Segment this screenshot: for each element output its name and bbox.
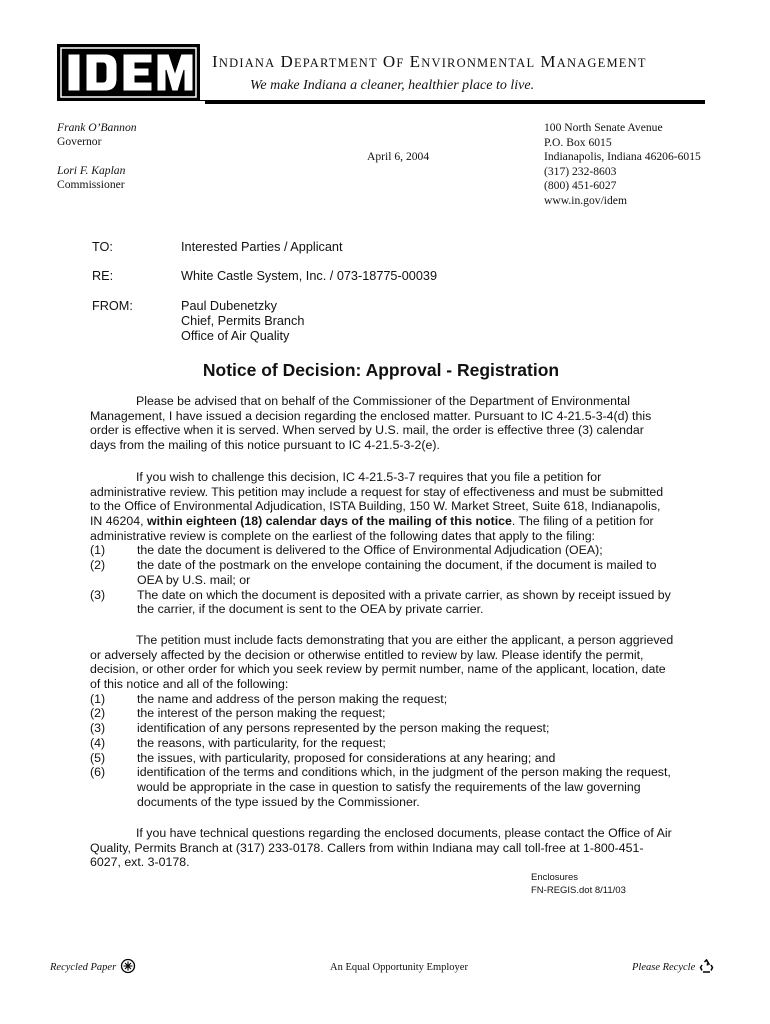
list-item-text: identification of any persons represented by the person making the request; bbox=[137, 721, 550, 736]
list-item-number: (1) bbox=[90, 691, 106, 706]
memo-from-name: Paul Dubenetzky bbox=[181, 299, 277, 313]
memo-from-office: Office of Air Quality bbox=[181, 329, 290, 343]
paragraph-petition bbox=[90, 633, 686, 809]
list-item-text: would be appropriate in the case in question to satisfy the requirements of the law governing bbox=[137, 779, 641, 794]
list-item-text: The date on which the document is deposited with a private carrier, as shown by receipt issued by bbox=[137, 587, 671, 602]
list-item-text: the interest of the person making the request; bbox=[137, 706, 386, 721]
paragraph-line: If you have technical questions regarding the enclosed documents, please contact the Office of Air bbox=[136, 826, 672, 840]
memo-re-value: White Castle System, Inc. / 073-18775-00039 bbox=[181, 269, 437, 283]
enclosures-block bbox=[531, 871, 626, 897]
commissioner-name: Lori F. Kaplan bbox=[57, 164, 126, 177]
paragraph-contact bbox=[90, 826, 686, 870]
paragraph-line: days from the mailing of this notice pursuant to IC 4-21.5-3-2(e). bbox=[90, 438, 440, 453]
list-item bbox=[90, 706, 686, 721]
list-item-number: (3) bbox=[90, 587, 106, 602]
commissioner-title: Commissioner bbox=[57, 178, 125, 191]
list-item-number: (4) bbox=[90, 735, 106, 750]
memo-re-label: RE: bbox=[92, 269, 114, 283]
list-item-number: (5) bbox=[90, 750, 106, 765]
notice-title-text: Notice of Decision: Approval - Registration bbox=[202, 360, 560, 380]
list-item bbox=[90, 558, 686, 573]
list-item bbox=[90, 543, 686, 558]
memo-to-label: TO: bbox=[92, 240, 113, 254]
notice-title bbox=[0, 360, 770, 381]
list-item-text: the date the document is delivered to the Office of Environmental Adjudication (OEA); bbox=[137, 543, 603, 558]
list-item-continued bbox=[90, 780, 686, 795]
list-item-number: (1) bbox=[90, 543, 106, 558]
letter-date: April 6, 2004 bbox=[367, 150, 430, 163]
list-item-continued bbox=[90, 573, 686, 588]
list-item-number: (2) bbox=[90, 706, 106, 721]
letterhead-rule-thick bbox=[205, 100, 705, 104]
list-item bbox=[90, 721, 686, 736]
deadline-emphasis: within eighteen (18) calendar days of the mailing of this notice bbox=[146, 514, 512, 529]
list-item-continued bbox=[90, 602, 686, 617]
paragraph-effective-date bbox=[90, 394, 686, 453]
paragraph-line: order is effective when it is served. When served by U.S. mail, the order is effective three (3) calendar bbox=[90, 423, 644, 438]
list-item-text: the carrier, if the document is sent to the OEA by private carrier. bbox=[137, 602, 484, 617]
paragraph-line-deadline bbox=[90, 514, 686, 529]
memo-to-value: Interested Parties / Applicant bbox=[181, 240, 343, 254]
list-item bbox=[90, 692, 686, 707]
memo-from-label: FROM: bbox=[92, 299, 133, 313]
deadline-post: . The filing of a petition for bbox=[511, 514, 654, 529]
deadline-pre: IN 46204, bbox=[90, 514, 147, 529]
paragraph-line: Quality, Permits Branch at (317) 233-0178. Callers from within Indiana may call toll-free at 1-800-451- bbox=[90, 840, 644, 855]
footer-recycled-paper: Recycled Paper bbox=[50, 962, 117, 973]
paragraph-line: to the Office of Environmental Adjudication, ISTA Building, 150 W. Market Street, Suite 618, Indianapolis, bbox=[90, 499, 661, 514]
recycle-icon bbox=[698, 958, 715, 975]
list-item-number: (6) bbox=[90, 765, 106, 780]
paragraph-line: The petition must include facts demonstrating that you are either the applicant, a person aggrieved bbox=[136, 633, 674, 647]
paragraph-line: If you wish to challenge this decision, IC 4-21.5-3-7 requires that you file a petition for bbox=[136, 470, 602, 484]
list-item-text: identification of the terms and conditions which, in the judgment of the person making the request, bbox=[137, 765, 671, 780]
address-city: Indianapolis, Indiana 46206-6015 bbox=[544, 150, 701, 163]
list-item-text: OEA by U.S. mail; or bbox=[137, 572, 251, 587]
paragraph-line: or adversely affected by the decision or otherwise entitled to review by law. Please identify the permit, bbox=[90, 647, 644, 662]
recycled-paper-icon bbox=[120, 958, 136, 974]
memo-from-title: Chief, Permits Branch bbox=[181, 314, 305, 328]
paragraph-line: Please be advised that on behalf of the Commissioner of the Department of Environmental bbox=[136, 394, 631, 408]
list-item bbox=[90, 736, 686, 751]
paragraph-line: administrative review. This petition may include a request for stay of effectiveness and must be submitted bbox=[90, 484, 664, 499]
list-item-text: the name and address of the person making the request; bbox=[137, 691, 448, 706]
list-item bbox=[90, 751, 686, 766]
address-po-box: P.O. Box 6015 bbox=[544, 135, 612, 149]
address-phone1: (317) 232-8603 bbox=[544, 164, 617, 178]
paragraph-line: of this notice and all of the following: bbox=[90, 677, 289, 692]
form-id: FN-REGIS.dot 8/11/03 bbox=[531, 885, 626, 896]
enclosures-label: Enclosures bbox=[531, 872, 578, 883]
agency-name: INDIANA DEPARTMENT OF ENVIRONMENTAL MANAGEMENT bbox=[212, 52, 647, 71]
list-item-continued bbox=[90, 795, 686, 810]
address-web[interactable]: www.in.gov/idem bbox=[544, 193, 627, 207]
list-item-text: the issues, with particularity, proposed for considerations at any hearing; and bbox=[137, 750, 556, 765]
list-item bbox=[90, 588, 686, 603]
paragraph-line: 6027, ext. 3-0178. bbox=[90, 855, 190, 870]
agency-slogan: We make Indiana a cleaner, healthier place to live. bbox=[250, 78, 535, 93]
footer-please-recycle: Please Recycle bbox=[632, 962, 696, 973]
list-item-number: (3) bbox=[90, 721, 106, 736]
list-item bbox=[90, 765, 686, 780]
list-item-text: the date of the postmark on the envelope containing the document, if the document is mailed to bbox=[137, 558, 657, 573]
memo-from-block bbox=[181, 299, 304, 344]
address-phone2: (800) 451-6027 bbox=[544, 179, 617, 192]
list-item-text: documents of the type issued by the Commissioner. bbox=[137, 794, 420, 809]
list-item-number: (2) bbox=[90, 558, 106, 573]
governor-title: Governor bbox=[57, 135, 102, 148]
paragraph-line: Management, I have issued a decision regarding the enclosed matter. Pursuant to IC 4-21.5-3-4(d) this bbox=[90, 408, 652, 423]
address-street: 100 North Senate Avenue bbox=[544, 121, 663, 134]
paragraph-line: administrative review is complete on the earliest of the following dates that apply to the filing: bbox=[90, 528, 595, 543]
footer-equal-opportunity: An Equal Opportunity Employer bbox=[330, 962, 468, 973]
idem-logo bbox=[57, 44, 200, 101]
address-block bbox=[544, 121, 701, 208]
list-item-text: the reasons, with particularity, for the request; bbox=[137, 735, 386, 750]
paragraph-line: decision, or other order for which you seek review by permit number, name of the applicant, location, date bbox=[90, 662, 666, 677]
governor-name: Frank O’Bannon bbox=[57, 121, 137, 134]
paragraph-challenge bbox=[90, 470, 686, 617]
